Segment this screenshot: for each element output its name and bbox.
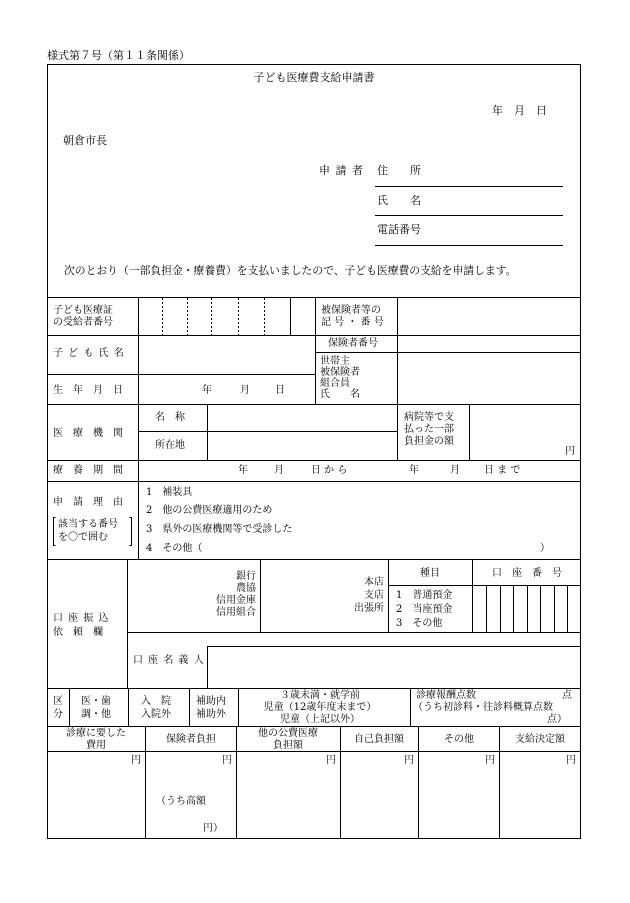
householder-label-3: 組合員 xyxy=(320,378,350,389)
inst-name-label: 名 称 xyxy=(155,412,185,423)
yen-self: 円 xyxy=(404,755,414,766)
bank-label-2: 依 頼 欄 xyxy=(53,627,103,638)
bank-label-1: 口 座 振 込 xyxy=(53,613,110,624)
statement: 次のとおり（一部負担金・療養費）を支払いましたので、子ども医療費の支給を申請します。 xyxy=(64,264,517,277)
reason-hint-1: 該当する番号 xyxy=(58,519,118,530)
reason-option-1: 1 補装具 xyxy=(146,487,193,498)
period-from-day: 日 か ら xyxy=(311,465,348,476)
cost-header-total-2: 費用 xyxy=(86,740,106,751)
insured-no-label-1: 被保険者等の xyxy=(321,305,381,316)
account-header: 口 座 番 号 xyxy=(492,568,562,579)
inpatient-label-2: 入院外 xyxy=(141,709,171,720)
householder-label-2: 被保険者 xyxy=(320,367,360,378)
subsidy-label-1: 補助内 xyxy=(196,696,226,707)
bank-type-agri: 農協 xyxy=(236,583,256,594)
householder-label-1: 世帯主 xyxy=(320,356,350,367)
medical-label-2: 調・他 xyxy=(81,709,111,720)
period-to-year: 年 xyxy=(409,465,419,476)
account-holder-label: 口 座 名 義 人 xyxy=(133,655,205,666)
child-name-label: 子 ど も 氏 名 xyxy=(53,348,125,359)
yen-decision: 円 xyxy=(566,755,576,766)
inst-address-label: 所在地 xyxy=(155,440,185,451)
branch-sub: 支店 xyxy=(364,590,384,601)
recipient-no-label-2: の受給者番号 xyxy=(53,317,113,328)
medical-label-1: 医・歯 xyxy=(81,696,111,707)
period-label: 療 養 期 間 xyxy=(53,465,123,476)
paid-amount-label-2: 払った一部 xyxy=(404,424,454,435)
applicant-address-label: 住 所 xyxy=(377,164,421,177)
points-label-1: 診療報酬点数 xyxy=(416,690,476,701)
kind-current: 2 当座預金 xyxy=(396,604,453,615)
birth-year: 年 xyxy=(202,385,212,396)
applicant-phone-label: 電話番号 xyxy=(377,223,421,236)
date-line: 年 月 日 xyxy=(492,104,547,117)
reason-close-paren: ） xyxy=(540,543,550,554)
reason-hint-2: を〇で囲む xyxy=(58,532,108,543)
period-to-month: 月 xyxy=(450,465,460,476)
form-number: 様式第７号（第１１条関係） xyxy=(47,49,190,62)
child-type-2: 児童（12歳年度末まで） xyxy=(263,702,377,713)
points-label-3: 点） xyxy=(547,714,567,725)
subsidy-label-2: 補助外 xyxy=(196,709,226,720)
bank-type-shinkin: 信用金庫 xyxy=(216,595,256,606)
cost-header-insurer: 保険者負担 xyxy=(166,734,216,745)
cost-header-other: その他 xyxy=(444,734,474,745)
reason-label: 申 請 理 由 xyxy=(53,497,123,508)
yen-other: 円 xyxy=(485,755,495,766)
reason-option-4: 4 その他（ xyxy=(146,543,203,554)
yen-total: 円 xyxy=(131,755,141,766)
birth-date-label: 生 年 月 日 xyxy=(53,385,123,396)
reason-option-3: 3 県外の医療機関等で受診した xyxy=(146,524,293,535)
points-label-2: （うち初診料・往診料概算点数 xyxy=(413,702,553,713)
yen-insurer: 円 xyxy=(222,755,232,766)
category-label-1: 区 xyxy=(53,696,63,707)
child-type-1: ３歳未満・就学前 xyxy=(280,690,360,701)
kind-other: 3 その他 xyxy=(396,618,443,629)
birth-month: 月 xyxy=(240,385,250,396)
householder-label-4: 氏 名 xyxy=(320,389,360,400)
inpatient-label-1: 入 院 xyxy=(141,696,171,707)
reason-option-2: 2 他の公費医療適用のため xyxy=(146,505,273,516)
kind-ordinary: 1 普通預金 xyxy=(396,590,453,601)
addressee: 朝倉市長 xyxy=(63,134,107,147)
insurer-no-label: 保険者番号 xyxy=(328,338,378,349)
branch-main: 本店 xyxy=(364,577,384,588)
applicant-name-label: 氏 名 xyxy=(377,194,421,207)
applicant-label: 申 請 者 xyxy=(319,164,364,177)
high-cost-yen: 円） xyxy=(203,823,223,834)
yen-public: 円 xyxy=(326,755,336,766)
bank-type-kumiai: 信用組合 xyxy=(216,607,256,618)
paid-amount-yen: 円 xyxy=(565,446,575,457)
recipient-no-label-1: 子ども医療証 xyxy=(53,305,113,316)
cost-header-public-2: 負担額 xyxy=(273,740,303,751)
cost-header-decision: 支給決定額 xyxy=(515,734,565,745)
branch-office: 出張所 xyxy=(354,603,384,614)
period-to-day: 日 ま で xyxy=(484,465,521,476)
cost-header-public-1: 他の公費医療 xyxy=(258,728,318,739)
insured-no-label-2: 記 号 ・ 番 号 xyxy=(321,317,384,328)
bank-type-bank: 銀行 xyxy=(236,571,256,582)
high-cost-label: （うち高額 xyxy=(156,796,206,807)
cost-header-total-1: 診療に要した xyxy=(66,728,126,739)
institution-label: 医 療 機 関 xyxy=(53,428,123,439)
points-unit: 点 xyxy=(562,690,572,701)
period-from-month: 月 xyxy=(274,465,284,476)
child-type-3: 児童（上記以外） xyxy=(280,714,360,725)
form-title: 子ども医療費支給申請書 xyxy=(253,71,375,84)
kind-header: 種目 xyxy=(420,568,440,579)
birth-day: 日 xyxy=(275,385,285,396)
paid-amount-label-1: 病院等で支 xyxy=(404,412,454,423)
period-from-year: 年 xyxy=(238,465,248,476)
cost-header-self: 自己負担額 xyxy=(354,734,404,745)
category-label-2: 分 xyxy=(53,709,63,720)
paid-amount-label-3: 負担金の額 xyxy=(404,436,454,447)
